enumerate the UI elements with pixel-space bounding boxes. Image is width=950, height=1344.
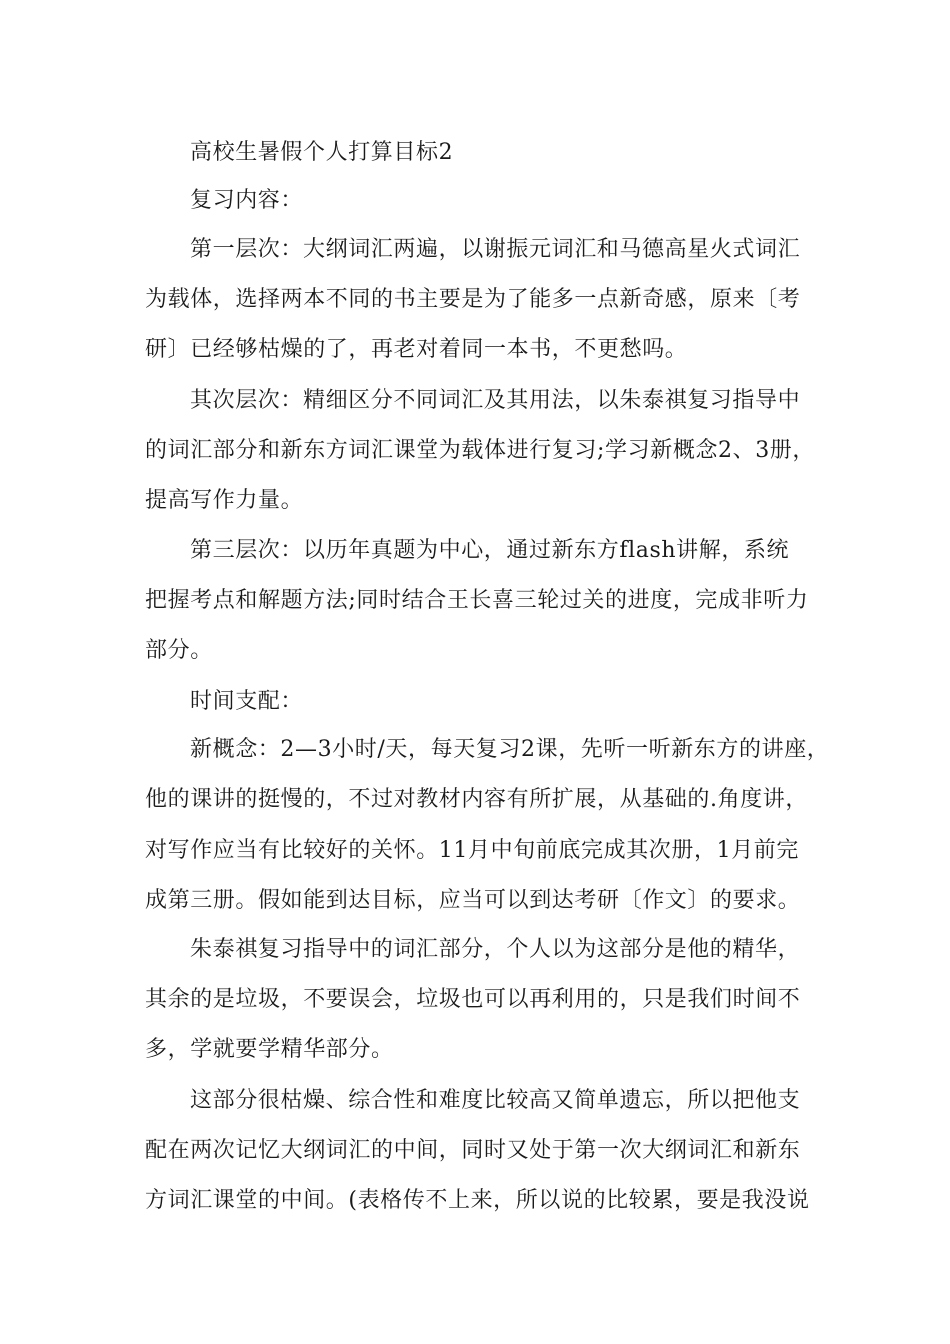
paragraph-line: 其余的是垃圾，不要误会，垃圾也可以再利用的，只是我们时间不: [145, 987, 801, 1012]
paragraph-line: 为载体，选择两本不同的书主要是为了能多一点新奇感，原来〔考: [145, 287, 801, 312]
paragraph-line: 的词汇部分和新东方词汇课堂为载体进行复习;学习新概念2、3册，: [145, 438, 816, 463]
paragraph-line: 成第三册。假如能到达目标，应当可以到达考研〔作文〕的要求。: [145, 888, 801, 913]
paragraph-line: 提高写作力量。: [145, 488, 304, 513]
paragraph-line: 对写作应当有比较好的关怀。11月中旬前底完成其次册，1月前完: [145, 838, 799, 863]
paragraph-line: 其次层次：精细区分不同词汇及其用法，以朱泰祺复习指导中: [190, 388, 801, 413]
paragraph-line: 他的课讲的挺慢的，不过对教材内容有所扩展，从基础的.角度讲，: [145, 787, 808, 812]
paragraph-line: 部分。: [145, 638, 213, 663]
paragraph-line: 把握考点和解题方法;同时结合王长喜三轮过关的进度，完成非听力: [145, 588, 809, 613]
paragraph-line: 第一层次：大纲词汇两遍，以谢振元词汇和马德高星火式词汇: [190, 237, 801, 262]
paragraph-line: 这部分很枯燥、综合性和难度比较高又简单遗忘，所以把他支: [190, 1088, 801, 1113]
paragraph-line: 方词汇课堂的中间。(表格传不上来，所以说的比较累，要是我没说: [145, 1188, 810, 1213]
paragraph-line: 研〕已经够枯燥的了，再老对着同一本书，不更愁吗。: [145, 337, 688, 362]
section-heading-time-allocation: 时间支配：: [190, 689, 304, 714]
paragraph-line: 朱泰祺复习指导中的词汇部分，个人以为这部分是他的精华，: [190, 937, 801, 962]
section-heading-review-content: 复习内容：: [190, 188, 304, 213]
paragraph-line: 第三层次：以历年真题为中心，通过新东方flash讲解，系统: [190, 538, 790, 563]
document-title: 高校生暑假个人打算目标2: [190, 140, 454, 165]
paragraph-line: 配在两次记忆大纲词汇的中间，同时又处于第一次大纲词汇和新东: [145, 1138, 801, 1163]
paragraph-line: 多，学就要学精华部分。: [145, 1037, 394, 1062]
paragraph-line: 新概念：2—3小时/天，每天复习2课，先听一听新东方的讲座，: [190, 737, 830, 762]
